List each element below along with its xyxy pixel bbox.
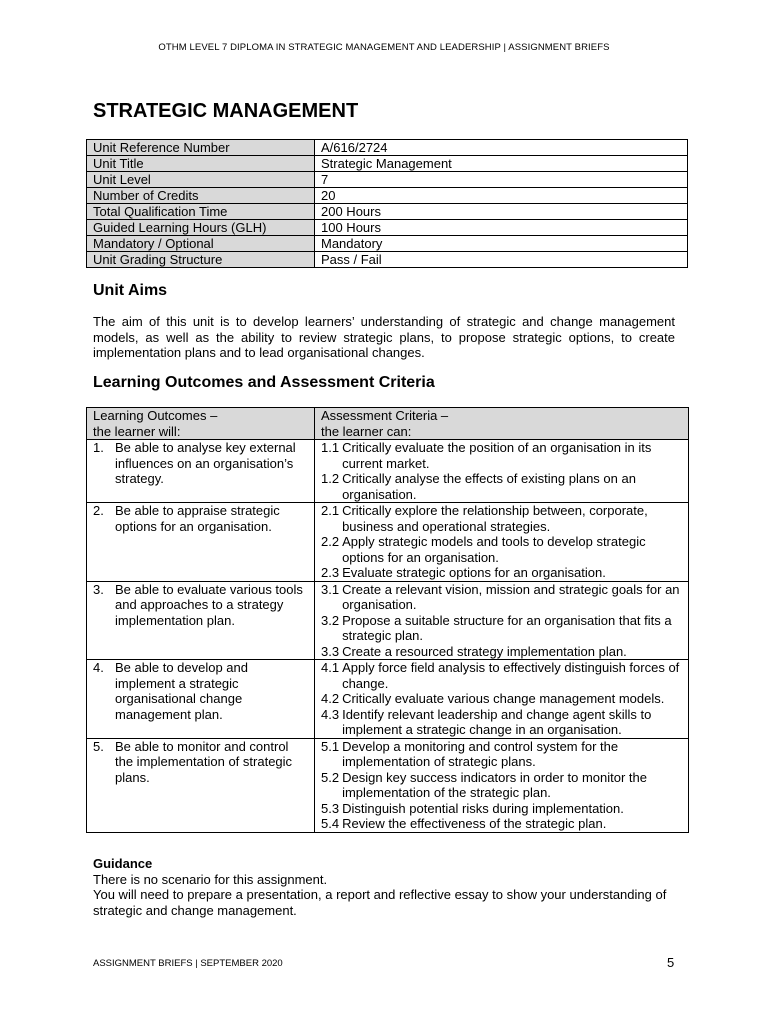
assessment-criterion-text: Apply strategic models and tools to develop strategic options for an organisation. [342,534,646,565]
assessment-criterion [321,707,682,738]
assessment-criterion-text: Critically evaluate various change management models. [342,691,665,706]
assessment-criterion-number: 3.2 [321,612,340,628]
unit-info-value: 20 [315,188,688,204]
guidance-heading: Guidance [93,856,153,871]
learning-outcomes-table [86,407,689,833]
unit-info-label: Unit Title [87,156,315,172]
lo-table-row [87,440,689,503]
assessment-criterion-text: Create a relevant vision, mission and strategic goals for an organisation. [342,581,680,612]
learning-outcome-number: 4. [93,660,104,675]
unit-info-label: Unit Level [87,172,315,188]
learning-outcome [93,440,308,487]
learning-outcome [93,739,308,786]
assessment-criterion-text: Design key success indicators in order to monitor the implementation of the strategic plan. [342,769,647,800]
assessment-criterion-number: 4.2 [321,691,340,706]
assessment-criterion [321,816,682,832]
unit-aims-heading: Unit Aims [93,282,168,299]
unit-info-row [87,188,688,204]
assessment-criterion [321,660,682,691]
learning-outcome-number: 1. [93,440,104,455]
guidance-line: You will need to prepare a presentation, a report and reflective essay to show your understanding of strategic and change management. [93,887,667,918]
learning-outcome [93,660,308,722]
unit-info-value: Strategic Management [315,156,688,172]
assessment-criterion-number: 5.3 [321,800,340,816]
assessment-criterion-text: Identify relevant leadership and change agent skills to implement a strategic change in an organisation. [342,706,652,737]
assessment-criterion [321,503,682,534]
assessment-criterion-number: 4.3 [321,706,340,722]
ac-col-header [315,408,689,440]
unit-info-row [87,172,688,188]
lo-table-row [87,581,689,660]
assessment-criteria-cell [315,503,689,582]
learning-outcome-cell [87,660,315,739]
unit-info-label: Number of Credits [87,188,315,204]
assessment-criterion-text: Create a resourced strategy implementation plan. [342,643,627,659]
assessment-criterion-text: Develop a monitoring and control system for the implementation of strategic plans. [342,738,619,769]
learning-outcome-number: 3. [93,581,104,597]
page-title: STRATEGIC MANAGEMENT [93,100,359,122]
assessment-criteria-cell [315,581,689,660]
learning-outcome-cell [87,503,315,582]
lo-col-header-line: Learning Outcomes – [93,408,218,423]
unit-info-label: Total Qualification Time [87,204,315,220]
unit-info-row [87,156,688,172]
assessment-criterion-number: 5.1 [321,738,340,754]
unit-info-value: 100 Hours [315,220,688,236]
unit-info-label: Mandatory / Optional [87,236,315,252]
unit-info-row [87,252,688,268]
assessment-criterion-number: 1.1 [321,440,340,455]
unit-info-label: Unit Reference Number [87,140,315,156]
ac-col-header-line: Assessment Criteria – [321,408,449,423]
assessment-criterion-text: Evaluate strategic options for an organisation. [342,565,606,580]
assessment-criterion-number: 3.1 [321,581,340,597]
learning-outcome-cell [87,738,315,832]
unit-info-label: Guided Learning Hours (GLH) [87,220,315,236]
unit-info-row [87,220,688,236]
unit-info-row [87,204,688,220]
unit-info-row [87,236,688,252]
assessment-criterion [321,770,682,801]
assessment-criterion-number: 2.3 [321,565,340,580]
learning-outcome-text: Be able to analyse key external influences on an organisation’s strategy. [115,440,296,486]
learning-outcome-text: Be able to appraise strategic options for an organisation. [115,503,280,534]
learning-outcome-text: Be able to evaluate various tools and approaches to a strategy implementation plan. [115,581,303,628]
assessment-criterion [321,801,682,817]
learning-outcome [93,582,308,629]
assessment-criteria-cell [315,660,689,739]
unit-info-row [87,140,688,156]
unit-info-value: A/616/2724 [315,140,688,156]
assessment-criterion [321,471,682,502]
assessment-criterion-number: 3.3 [321,643,340,659]
assessment-criterion-text: Critically analyse the effects of existing plans on an organisation. [342,471,636,502]
page-footer: ASSIGNMENT BRIEFS | SEPTEMBER 2020 [93,958,283,969]
lo-table-row [87,503,689,582]
assessment-criterion-number: 2.2 [321,534,340,549]
ac-col-header-line: the learner can: [321,423,412,439]
unit-info-value: 200 Hours [315,204,688,220]
lo-table-header-row [87,408,689,440]
learning-outcome-cell [87,581,315,660]
lo-col-header [87,408,315,440]
unit-info-value: Mandatory [315,236,688,252]
assessment-criterion [321,644,682,660]
assessment-criteria-cell [315,440,689,503]
guidance-line: There is no scenario for this assignment. [93,871,328,887]
assessment-criterion-text: Apply force field analysis to effectively distinguish forces of change. [342,660,680,691]
assessment-criterion-number: 5.4 [321,816,340,831]
guidance-section [93,856,693,918]
learning-outcome-number: 5. [93,738,104,754]
page-header: OTHM LEVEL 7 DIPLOMA IN STRATEGIC MANAGEMENT AND LEADERSHIP | ASSIGNMENT BRIEFS [158,42,610,53]
unit-info-value: Pass / Fail [315,252,688,268]
learning-outcome-text: Be able to monitor and control the implementation of strategic plans. [115,738,293,785]
assessment-criterion-text: Review the effectiveness of the strategic plan. [342,816,607,831]
assessment-criterion [321,739,682,770]
unit-info-table [86,139,688,268]
page-number: 5 [667,955,675,970]
assessment-criterion-text: Propose a suitable structure for an organisation that fits a strategic plan. [342,612,672,643]
assessment-criterion-text: Distinguish potential risks during implementation. [342,800,624,816]
learning-outcomes-heading: Learning Outcomes and Assessment Criteria [93,374,435,391]
learning-outcome [93,503,308,534]
assessment-criterion-number: 1.2 [321,471,340,486]
lo-table-row [87,738,689,832]
lo-col-header-line: the learner will: [93,423,181,439]
assessment-criteria-cell [315,738,689,832]
assessment-criterion [321,534,682,565]
assessment-criterion-number: 2.1 [321,503,340,518]
unit-info-value: 7 [315,172,688,188]
assessment-criterion-number: 5.2 [321,769,340,785]
learning-outcome-cell [87,440,315,503]
assessment-criterion [321,691,682,707]
assessment-criterion-number: 4.1 [321,660,340,675]
unit-info-label: Unit Grading Structure [87,252,315,268]
lo-table-row [87,660,689,739]
learning-outcome-text: Be able to develop and implement a strategic organisational change management plan. [115,660,248,722]
assessment-criterion-text: Critically explore the relationship between, corporate, business and operational strategies. [342,503,648,534]
assessment-criterion-text: Critically evaluate the position of an organisation in its current market. [342,440,652,471]
assessment-criterion [321,582,682,613]
assessment-criterion [321,613,682,644]
unit-aims-text: The aim of this unit is to develop learners’ understanding of strategic and change management models, as well as the ability to review strategic plans, to propose strategic options, to create implementation plans and to lead organisational changes. [93,314,675,360]
learning-outcome-number: 2. [93,503,104,518]
assessment-criterion [321,440,682,471]
assessment-criterion [321,565,682,581]
